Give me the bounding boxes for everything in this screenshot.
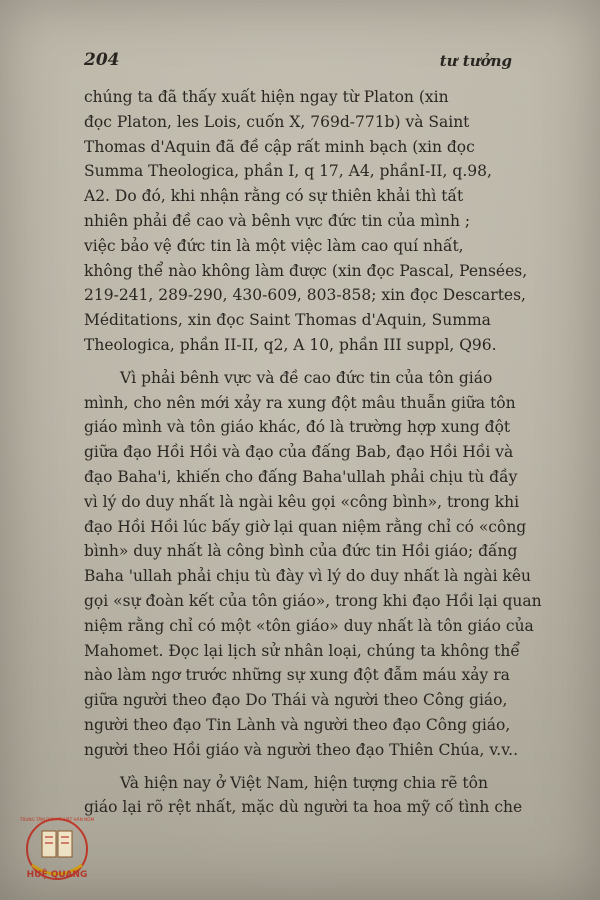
text-line: chúng ta đã thấy xuất hiện ngay từ Platon (xin: [84, 88, 449, 106]
text-line: gọi «sự đoàn kết của tôn giáo», trong khi đạo Hồi lại quan: [84, 591, 542, 610]
text-line: việc bảo vệ đức tin là một việc làm cao quí nhất,: [84, 236, 464, 255]
text-line: Vì phải bênh vực và đề cao đức tin của tôn giáo: [120, 368, 493, 387]
text-line: Mahomet. Đọc lại lịch sử nhân loại, chúng ta không thể: [84, 641, 520, 660]
text-line: Theologica, phần II-II, q2, A 10, phần III suppl, Q96.: [84, 335, 497, 354]
book-left-icon: [42, 831, 56, 857]
text-line: Méditations, xin đọc Saint Thomas d'Aquin, Summa: [84, 311, 491, 330]
paragraph-1: [84, 85, 528, 358]
text-line: giáo mình và tôn giáo khác, đó là trường hợp xung đột: [84, 418, 511, 437]
text-line: Summa Theologica, phần I, q 17, A4, phầnI-II, q.98,: [84, 162, 492, 181]
page-number: 204: [84, 50, 120, 70]
text-line: Và hiện nay ở Việt Nam, hiện tượng chia rẽ tôn: [120, 773, 488, 792]
text-line: nào làm ngơ trước những sự xung đột đẫm máu xảy ra: [84, 666, 510, 685]
text-line: vì lý do duy nhất là ngài kêu gọi «công bình», trong khi: [84, 492, 520, 511]
text-line: mình, cho nên mới xảy ra xung đột mâu thuẫn giữa tôn: [84, 393, 516, 412]
huequang-logo: [18, 813, 96, 891]
text-line: 219-241, 289-290, 430-609, 803-858; xin đọc Descartes,: [84, 286, 526, 305]
text-line: giáo lại rõ rệt nhất, mặc dù người ta hoa mỹ cố tình che: [84, 798, 523, 817]
logo-text: HUỆ QUANG: [26, 870, 88, 880]
text-line: người theo Hồi giáo và người theo đạo Thiên Chúa, v.v..: [84, 740, 518, 759]
text-line: niệm rằng chỉ có một «tôn giáo» duy nhất là tôn giáo của: [84, 616, 534, 635]
text-line: đạo Baha'i, khiến cho đấng Baha'ullah phải chịu tù đầy: [84, 467, 518, 486]
text-line: Baha 'ullah phải chịu tù đày vì lý do duy nhất là ngài kêu: [84, 567, 532, 586]
logo-arc-text: TRUNG TÂM DỊCH THUẬT HÁN NÔM: [19, 817, 95, 822]
running-head: tư tưởng: [439, 52, 512, 70]
text-line: người theo đạo Tin Lành và người theo đạo Công giáo,: [84, 715, 511, 734]
text-line: giữa đạo Hồi Hồi và đạo của đấng Bab, đạo Hồi Hồi và: [84, 443, 514, 462]
text-line: đọc Platon, les Lois, cuốn X, 769d-771b) và Saint: [84, 112, 470, 131]
text-line: A2. Do đó, khi nhận rằng có sự thiên khải thì tất: [84, 187, 464, 206]
text-line: không thể nào không làm được (xin đọc Pascal, Pensées,: [84, 261, 528, 280]
text-line: giữa người theo đạo Do Thái và người theo Công giáo,: [84, 691, 508, 710]
text-line: Thomas d'Aquin đã đề cập rất minh bạch (xin đọc: [84, 137, 475, 156]
page-header: [84, 50, 512, 74]
text-line: nhiên phải đề cao và bênh vực đức tin của mình ;: [84, 211, 471, 230]
text-line: bình» duy nhất là công bình của đức tin Hồi giáo; đấng: [84, 542, 518, 561]
book-right-icon: [58, 831, 72, 857]
text-line: đạo Hồi Hồi lúc bấy giờ lại quan niệm rằng chỉ có «công: [84, 517, 527, 536]
